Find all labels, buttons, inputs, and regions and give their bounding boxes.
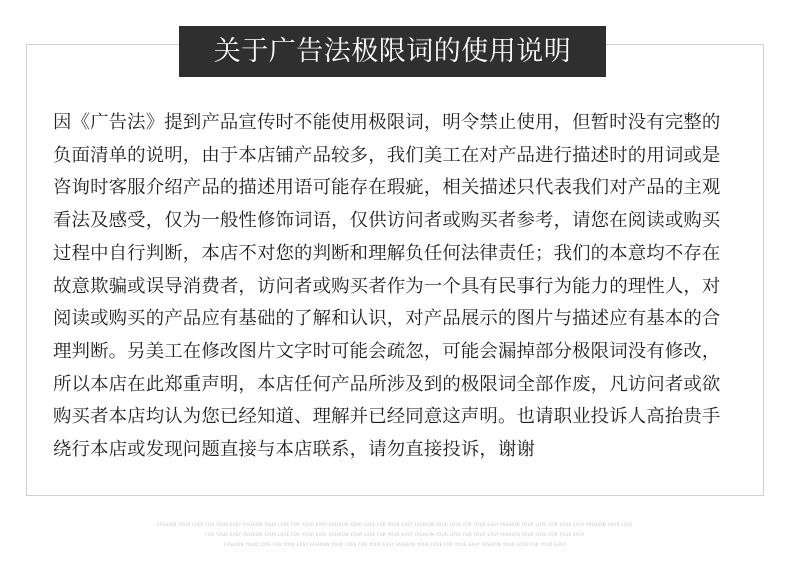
notice-line: 购买者本店均认为您已经知道、理解并已经同意这声明。也请职业投诉人高抬贵手 [53,406,721,428]
watermark-line: FOR YOUR EASY FASHION YOUR LOVE FOR YOUR EASY FASHION YOUR LOVE FOR YOUR EASY FASHION YOUR LOVE FOR YOUR EASY FASHION YOUR LOVE FOR YOUR EASY [205,532,585,537]
notice-line: 理判断。另美工在修改图片文字时可能会疏忽，可能会漏掉部分极限词没有修改， [53,340,721,362]
notice-line: 故意欺骗或误导消费者，访问者或购买者作为一个具有民事行为能力的理性人，对 [53,275,721,297]
notice-line: 绕行本店或发现问题直接与本店联系，请勿直接投诉，谢谢 [53,439,536,461]
notice-line: 因《广告法》提到产品宣传时不能使用极限词，明令禁止使用，但暂时没有完整的 [53,112,721,133]
watermark-line: FASHION YOUR LOVE FOR YOUR EASY FASHION YOUR LOVE FOR YOUR EASY FASHION YOUR LOVE FOR YOUR EASY FASHION YOUR LOVE FOR YOUR EASY FASHION YOUR LOVE FOR YOUR EASY FASHION YOUR LOVE [157,522,633,527]
notice-line: 咨询时客服介绍产品的描述用语可能存在瑕疵，相关描述只代表我们对产品的主观 [53,177,721,199]
notice-line: 所以本店在此郑重声明，本店任何产品所涉及到的极限词全部作废，凡访问者或欲 [53,373,721,395]
watermark-line: FASHION YOUR LOVE FOR YOUR EASY FASHION YOUR LOVE FOR YOUR EASY FASHION YOUR LOVE FOR YOUR EASY FASHION YOUR LOVE FOR YOUR EASY [224,542,566,547]
notice-line: 负面清单的说明，由于本店铺产品较多，我们美工在对产品进行描述时的用词或是 [53,144,721,166]
notice-line: 看法及感受，仅为一般性修饰词语，仅供访问者或购买者参考，请您在阅读或购买 [53,210,721,232]
notice-line: 阅读或购买的产品应有基础的了解和认识，对产品展示的图片与描述应有基本的合 [53,308,721,330]
footer-watermark [0,520,790,550]
notice-body [53,107,753,467]
notice-line: 过程中自行判断，本店不对您的判断和理解负任何法律责任；我们的本意均不存在 [53,242,721,264]
page-title: 关于广告法极限词的使用说明 [179,26,606,77]
